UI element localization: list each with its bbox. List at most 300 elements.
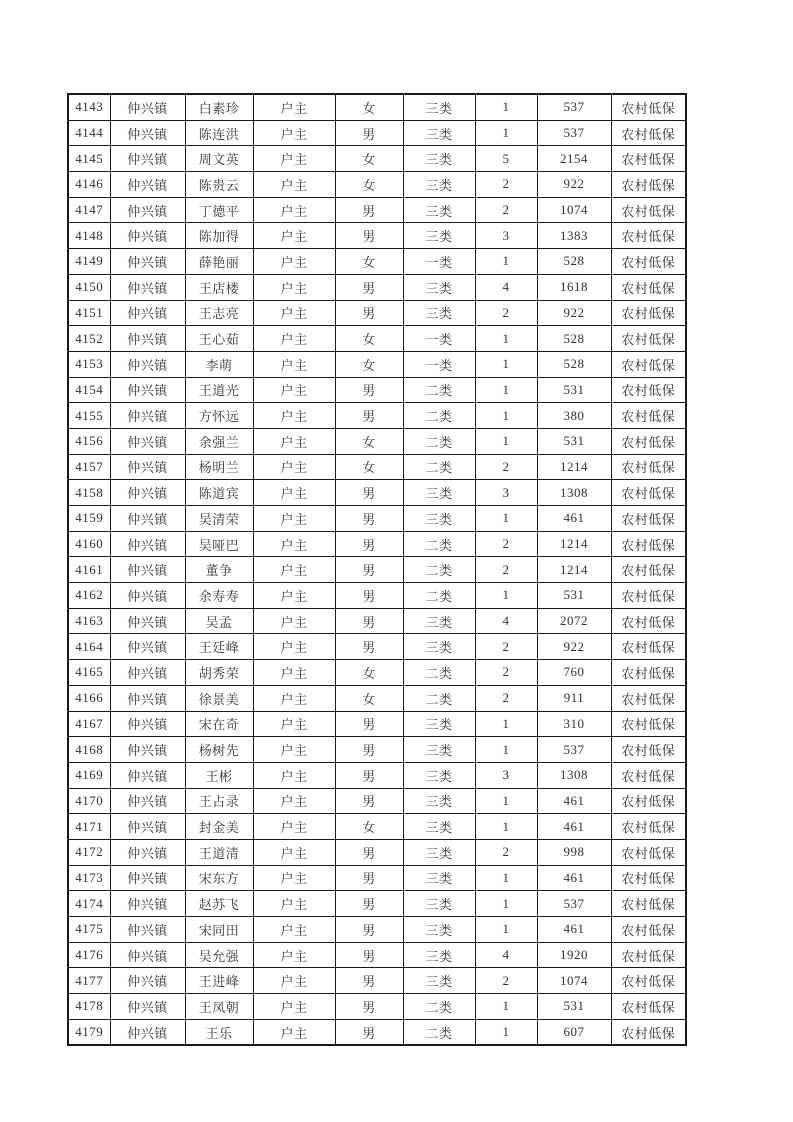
cell-benefit-type: 农村低保 [611, 917, 686, 943]
cell-benefit-type: 农村低保 [611, 377, 686, 403]
cell-name: 杨明兰 [185, 454, 253, 480]
cell-benefit-type: 农村低保 [611, 223, 686, 249]
cell-name: 王道清 [185, 839, 253, 865]
cell-amount: 1383 [537, 223, 611, 249]
cell-name: 宋同田 [185, 917, 253, 943]
cell-gender: 女 [335, 249, 403, 275]
cell-amount: 537 [537, 891, 611, 917]
cell-relation-to-head: 户主 [253, 634, 335, 660]
cell-gender: 女 [335, 326, 403, 352]
cell-gender: 男 [335, 865, 403, 891]
cell-town: 仲兴镇 [110, 583, 185, 609]
table-row [68, 608, 686, 634]
cell-category: 三类 [403, 865, 475, 891]
cell-serial-number: 4170 [68, 788, 110, 814]
cell-category: 三类 [403, 197, 475, 223]
cell-town: 仲兴镇 [110, 94, 185, 120]
cell-serial-number: 4153 [68, 351, 110, 377]
cell-serial-number: 4165 [68, 660, 110, 686]
cell-benefit-type: 农村低保 [611, 660, 686, 686]
table-row [68, 377, 686, 403]
cell-category: 三类 [403, 480, 475, 506]
cell-household-size: 3 [475, 762, 537, 788]
cell-household-size: 1 [475, 865, 537, 891]
cell-amount: 380 [537, 403, 611, 429]
cell-amount: 531 [537, 377, 611, 403]
cell-gender: 男 [335, 274, 403, 300]
cell-category: 一类 [403, 249, 475, 275]
cell-town: 仲兴镇 [110, 428, 185, 454]
cell-relation-to-head: 户主 [253, 583, 335, 609]
cell-relation-to-head: 户主 [253, 814, 335, 840]
cell-category: 三类 [403, 223, 475, 249]
cell-town: 仲兴镇 [110, 634, 185, 660]
table-row [68, 326, 686, 352]
cell-town: 仲兴镇 [110, 891, 185, 917]
cell-category: 三类 [403, 146, 475, 172]
cell-town: 仲兴镇 [110, 480, 185, 506]
cell-name: 吴哑巴 [185, 531, 253, 557]
cell-town: 仲兴镇 [110, 351, 185, 377]
cell-benefit-type: 农村低保 [611, 120, 686, 146]
cell-gender: 男 [335, 788, 403, 814]
table-row [68, 762, 686, 788]
cell-category: 二类 [403, 403, 475, 429]
cell-name: 陈连洪 [185, 120, 253, 146]
table-row [68, 814, 686, 840]
cell-name: 陈贵云 [185, 172, 253, 198]
cell-name: 王廷峰 [185, 634, 253, 660]
table-row [68, 94, 686, 120]
cell-town: 仲兴镇 [110, 839, 185, 865]
cell-serial-number: 4163 [68, 608, 110, 634]
cell-serial-number: 4147 [68, 197, 110, 223]
cell-benefit-type: 农村低保 [611, 608, 686, 634]
cell-gender: 女 [335, 428, 403, 454]
cell-name: 白素珍 [185, 94, 253, 120]
cell-category: 三类 [403, 711, 475, 737]
cell-relation-to-head: 户主 [253, 326, 335, 352]
cell-gender: 女 [335, 351, 403, 377]
cell-name: 王道光 [185, 377, 253, 403]
cell-household-size: 2 [475, 300, 537, 326]
cell-benefit-type: 农村低保 [611, 737, 686, 763]
cell-serial-number: 4144 [68, 120, 110, 146]
cell-benefit-type: 农村低保 [611, 172, 686, 198]
cell-gender: 男 [335, 839, 403, 865]
cell-relation-to-head: 户主 [253, 172, 335, 198]
cell-name: 王占录 [185, 788, 253, 814]
cell-gender: 男 [335, 583, 403, 609]
cell-amount: 2072 [537, 608, 611, 634]
cell-town: 仲兴镇 [110, 917, 185, 943]
cell-relation-to-head: 户主 [253, 531, 335, 557]
cell-amount: 310 [537, 711, 611, 737]
cell-gender: 男 [335, 634, 403, 660]
cell-benefit-type: 农村低保 [611, 146, 686, 172]
cell-category: 三类 [403, 274, 475, 300]
cell-category: 一类 [403, 326, 475, 352]
cell-amount: 922 [537, 172, 611, 198]
cell-benefit-type: 农村低保 [611, 480, 686, 506]
cell-relation-to-head: 户主 [253, 968, 335, 994]
table-row [68, 403, 686, 429]
cell-benefit-type: 农村低保 [611, 634, 686, 660]
cell-relation-to-head: 户主 [253, 223, 335, 249]
cell-amount: 1214 [537, 531, 611, 557]
cell-amount: 537 [537, 94, 611, 120]
cell-serial-number: 4164 [68, 634, 110, 660]
table-row [68, 891, 686, 917]
cell-category: 三类 [403, 917, 475, 943]
cell-household-size: 1 [475, 711, 537, 737]
table-row [68, 1019, 686, 1045]
cell-category: 三类 [403, 172, 475, 198]
cell-gender: 男 [335, 557, 403, 583]
cell-serial-number: 4159 [68, 506, 110, 532]
cell-gender: 女 [335, 814, 403, 840]
cell-household-size: 2 [475, 557, 537, 583]
cell-category: 三类 [403, 839, 475, 865]
cell-serial-number: 4179 [68, 1019, 110, 1045]
cell-household-size: 2 [475, 968, 537, 994]
cell-household-size: 1 [475, 506, 537, 532]
cell-gender: 男 [335, 300, 403, 326]
cell-household-size: 4 [475, 608, 537, 634]
cell-amount: 998 [537, 839, 611, 865]
cell-household-size: 1 [475, 428, 537, 454]
cell-gender: 女 [335, 94, 403, 120]
cell-amount: 531 [537, 428, 611, 454]
cell-relation-to-head: 户主 [253, 608, 335, 634]
cell-town: 仲兴镇 [110, 711, 185, 737]
cell-relation-to-head: 户主 [253, 891, 335, 917]
cell-amount: 1308 [537, 480, 611, 506]
cell-town: 仲兴镇 [110, 685, 185, 711]
table-row [68, 942, 686, 968]
cell-relation-to-head: 户主 [253, 711, 335, 737]
cell-amount: 1074 [537, 197, 611, 223]
cell-amount: 1214 [537, 557, 611, 583]
cell-amount: 461 [537, 788, 611, 814]
cell-town: 仲兴镇 [110, 326, 185, 352]
cell-gender: 男 [335, 531, 403, 557]
cell-category: 一类 [403, 351, 475, 377]
table-row [68, 531, 686, 557]
cell-household-size: 1 [475, 377, 537, 403]
cell-gender: 男 [335, 1019, 403, 1045]
cell-serial-number: 4156 [68, 428, 110, 454]
cell-benefit-type: 农村低保 [611, 326, 686, 352]
table-row [68, 480, 686, 506]
table-row [68, 788, 686, 814]
cell-serial-number: 4169 [68, 762, 110, 788]
cell-serial-number: 4162 [68, 583, 110, 609]
cell-gender: 男 [335, 968, 403, 994]
cell-category: 三类 [403, 120, 475, 146]
cell-gender: 男 [335, 891, 403, 917]
cell-benefit-type: 农村低保 [611, 788, 686, 814]
cell-serial-number: 4167 [68, 711, 110, 737]
cell-name: 吴孟 [185, 608, 253, 634]
cell-relation-to-head: 户主 [253, 146, 335, 172]
cell-serial-number: 4151 [68, 300, 110, 326]
cell-household-size: 1 [475, 788, 537, 814]
cell-relation-to-head: 户主 [253, 839, 335, 865]
cell-gender: 男 [335, 506, 403, 532]
cell-relation-to-head: 户主 [253, 917, 335, 943]
table-row [68, 917, 686, 943]
cell-amount: 531 [537, 994, 611, 1020]
cell-household-size: 2 [475, 685, 537, 711]
cell-amount: 607 [537, 1019, 611, 1045]
cell-amount: 461 [537, 917, 611, 943]
cell-town: 仲兴镇 [110, 249, 185, 275]
cell-benefit-type: 农村低保 [611, 839, 686, 865]
cell-category: 三类 [403, 300, 475, 326]
cell-serial-number: 4175 [68, 917, 110, 943]
cell-benefit-type: 农村低保 [611, 351, 686, 377]
cell-relation-to-head: 户主 [253, 351, 335, 377]
cell-amount: 911 [537, 685, 611, 711]
table-row [68, 711, 686, 737]
cell-household-size: 1 [475, 403, 537, 429]
cell-name: 余寿寿 [185, 583, 253, 609]
cell-relation-to-head: 户主 [253, 865, 335, 891]
cell-gender: 男 [335, 994, 403, 1020]
cell-category: 三类 [403, 942, 475, 968]
cell-relation-to-head: 户主 [253, 737, 335, 763]
cell-name: 封金美 [185, 814, 253, 840]
table-row [68, 223, 686, 249]
cell-serial-number: 4148 [68, 223, 110, 249]
cell-household-size: 1 [475, 917, 537, 943]
cell-category: 二类 [403, 660, 475, 686]
cell-household-size: 4 [475, 942, 537, 968]
cell-category: 二类 [403, 428, 475, 454]
cell-benefit-type: 农村低保 [611, 968, 686, 994]
cell-amount: 1074 [537, 968, 611, 994]
table-row [68, 685, 686, 711]
cell-name: 宋东方 [185, 865, 253, 891]
cell-benefit-type: 农村低保 [611, 865, 686, 891]
table-row [68, 120, 686, 146]
cell-name: 王志亮 [185, 300, 253, 326]
cell-gender: 男 [335, 377, 403, 403]
cell-serial-number: 4176 [68, 942, 110, 968]
cell-household-size: 2 [475, 634, 537, 660]
table-row [68, 557, 686, 583]
cell-amount: 1618 [537, 274, 611, 300]
cell-household-size: 1 [475, 994, 537, 1020]
cell-name: 余强兰 [185, 428, 253, 454]
cell-household-size: 3 [475, 223, 537, 249]
table-row [68, 994, 686, 1020]
cell-gender: 女 [335, 660, 403, 686]
cell-benefit-type: 农村低保 [611, 454, 686, 480]
cell-town: 仲兴镇 [110, 942, 185, 968]
cell-relation-to-head: 户主 [253, 120, 335, 146]
cell-benefit-type: 农村低保 [611, 942, 686, 968]
cell-gender: 女 [335, 172, 403, 198]
cell-household-size: 2 [475, 197, 537, 223]
table-row [68, 968, 686, 994]
table-row [68, 506, 686, 532]
table-row [68, 454, 686, 480]
cell-benefit-type: 农村低保 [611, 711, 686, 737]
cell-name: 吴清荣 [185, 506, 253, 532]
cell-category: 二类 [403, 583, 475, 609]
cell-amount: 922 [537, 300, 611, 326]
cell-relation-to-head: 户主 [253, 660, 335, 686]
cell-name: 胡秀荣 [185, 660, 253, 686]
cell-household-size: 4 [475, 274, 537, 300]
cell-household-size: 1 [475, 249, 537, 275]
cell-name: 王进峰 [185, 968, 253, 994]
cell-serial-number: 4172 [68, 839, 110, 865]
cell-relation-to-head: 户主 [253, 403, 335, 429]
cell-serial-number: 4145 [68, 146, 110, 172]
cell-serial-number: 4155 [68, 403, 110, 429]
table-row [68, 583, 686, 609]
cell-gender: 男 [335, 711, 403, 737]
cell-category: 二类 [403, 1019, 475, 1045]
cell-serial-number: 4152 [68, 326, 110, 352]
cell-town: 仲兴镇 [110, 814, 185, 840]
cell-serial-number: 4178 [68, 994, 110, 1020]
table-row [68, 634, 686, 660]
cell-benefit-type: 农村低保 [611, 428, 686, 454]
cell-category: 三类 [403, 94, 475, 120]
cell-town: 仲兴镇 [110, 274, 185, 300]
cell-relation-to-head: 户主 [253, 994, 335, 1020]
cell-amount: 1920 [537, 942, 611, 968]
table-row [68, 865, 686, 891]
cell-name: 王乐 [185, 1019, 253, 1045]
cell-serial-number: 4154 [68, 377, 110, 403]
cell-relation-to-head: 户主 [253, 685, 335, 711]
cell-category: 三类 [403, 788, 475, 814]
cell-serial-number: 4161 [68, 557, 110, 583]
cell-name: 董争 [185, 557, 253, 583]
cell-gender: 男 [335, 762, 403, 788]
cell-town: 仲兴镇 [110, 788, 185, 814]
cell-household-size: 5 [475, 146, 537, 172]
cell-benefit-type: 农村低保 [611, 685, 686, 711]
cell-serial-number: 4168 [68, 737, 110, 763]
cell-household-size: 2 [475, 660, 537, 686]
cell-household-size: 1 [475, 891, 537, 917]
cell-name: 丁德平 [185, 197, 253, 223]
cell-category: 三类 [403, 608, 475, 634]
cell-name: 宋在奇 [185, 711, 253, 737]
cell-benefit-type: 农村低保 [611, 583, 686, 609]
cell-town: 仲兴镇 [110, 377, 185, 403]
cell-relation-to-head: 户主 [253, 377, 335, 403]
cell-gender: 男 [335, 942, 403, 968]
cell-town: 仲兴镇 [110, 197, 185, 223]
cell-gender: 男 [335, 737, 403, 763]
table-row [68, 351, 686, 377]
cell-benefit-type: 农村低保 [611, 506, 686, 532]
cell-benefit-type: 农村低保 [611, 300, 686, 326]
cell-amount: 461 [537, 506, 611, 532]
cell-town: 仲兴镇 [110, 762, 185, 788]
cell-serial-number: 4174 [68, 891, 110, 917]
cell-gender: 男 [335, 608, 403, 634]
cell-serial-number: 4149 [68, 249, 110, 275]
cell-category: 三类 [403, 891, 475, 917]
cell-gender: 男 [335, 197, 403, 223]
cell-name: 陈加得 [185, 223, 253, 249]
cell-town: 仲兴镇 [110, 506, 185, 532]
table-row [68, 197, 686, 223]
cell-amount: 461 [537, 814, 611, 840]
cell-benefit-type: 农村低保 [611, 1019, 686, 1045]
cell-town: 仲兴镇 [110, 557, 185, 583]
cell-amount: 531 [537, 583, 611, 609]
cell-town: 仲兴镇 [110, 403, 185, 429]
cell-relation-to-head: 户主 [253, 762, 335, 788]
cell-name: 徐景美 [185, 685, 253, 711]
cell-town: 仲兴镇 [110, 531, 185, 557]
cell-household-size: 1 [475, 583, 537, 609]
cell-name: 吴允强 [185, 942, 253, 968]
cell-category: 二类 [403, 685, 475, 711]
cell-name: 方怀远 [185, 403, 253, 429]
cell-relation-to-head: 户主 [253, 428, 335, 454]
cell-category: 二类 [403, 557, 475, 583]
cell-benefit-type: 农村低保 [611, 403, 686, 429]
cell-town: 仲兴镇 [110, 454, 185, 480]
table-row [68, 300, 686, 326]
cell-town: 仲兴镇 [110, 146, 185, 172]
cell-relation-to-head: 户主 [253, 249, 335, 275]
cell-amount: 1308 [537, 762, 611, 788]
cell-household-size: 2 [475, 454, 537, 480]
cell-gender: 女 [335, 146, 403, 172]
cell-gender: 男 [335, 120, 403, 146]
cell-serial-number: 4143 [68, 94, 110, 120]
cell-category: 二类 [403, 531, 475, 557]
cell-relation-to-head: 户主 [253, 197, 335, 223]
cell-category: 三类 [403, 814, 475, 840]
cell-household-size: 1 [475, 1019, 537, 1045]
cell-gender: 男 [335, 917, 403, 943]
cell-relation-to-head: 户主 [253, 480, 335, 506]
cell-relation-to-head: 户主 [253, 274, 335, 300]
table-row [68, 249, 686, 275]
cell-household-size: 1 [475, 94, 537, 120]
cell-name: 薛艳丽 [185, 249, 253, 275]
cell-benefit-type: 农村低保 [611, 94, 686, 120]
cell-name: 王凤朝 [185, 994, 253, 1020]
cell-town: 仲兴镇 [110, 608, 185, 634]
cell-town: 仲兴镇 [110, 223, 185, 249]
cell-benefit-type: 农村低保 [611, 994, 686, 1020]
cell-household-size: 2 [475, 531, 537, 557]
cell-name: 杨树先 [185, 737, 253, 763]
cell-amount: 461 [537, 865, 611, 891]
cell-town: 仲兴镇 [110, 172, 185, 198]
cell-household-size: 1 [475, 351, 537, 377]
table-row [68, 839, 686, 865]
cell-serial-number: 4146 [68, 172, 110, 198]
cell-relation-to-head: 户主 [253, 506, 335, 532]
table-row [68, 172, 686, 198]
cell-relation-to-head: 户主 [253, 557, 335, 583]
cell-name: 周文英 [185, 146, 253, 172]
